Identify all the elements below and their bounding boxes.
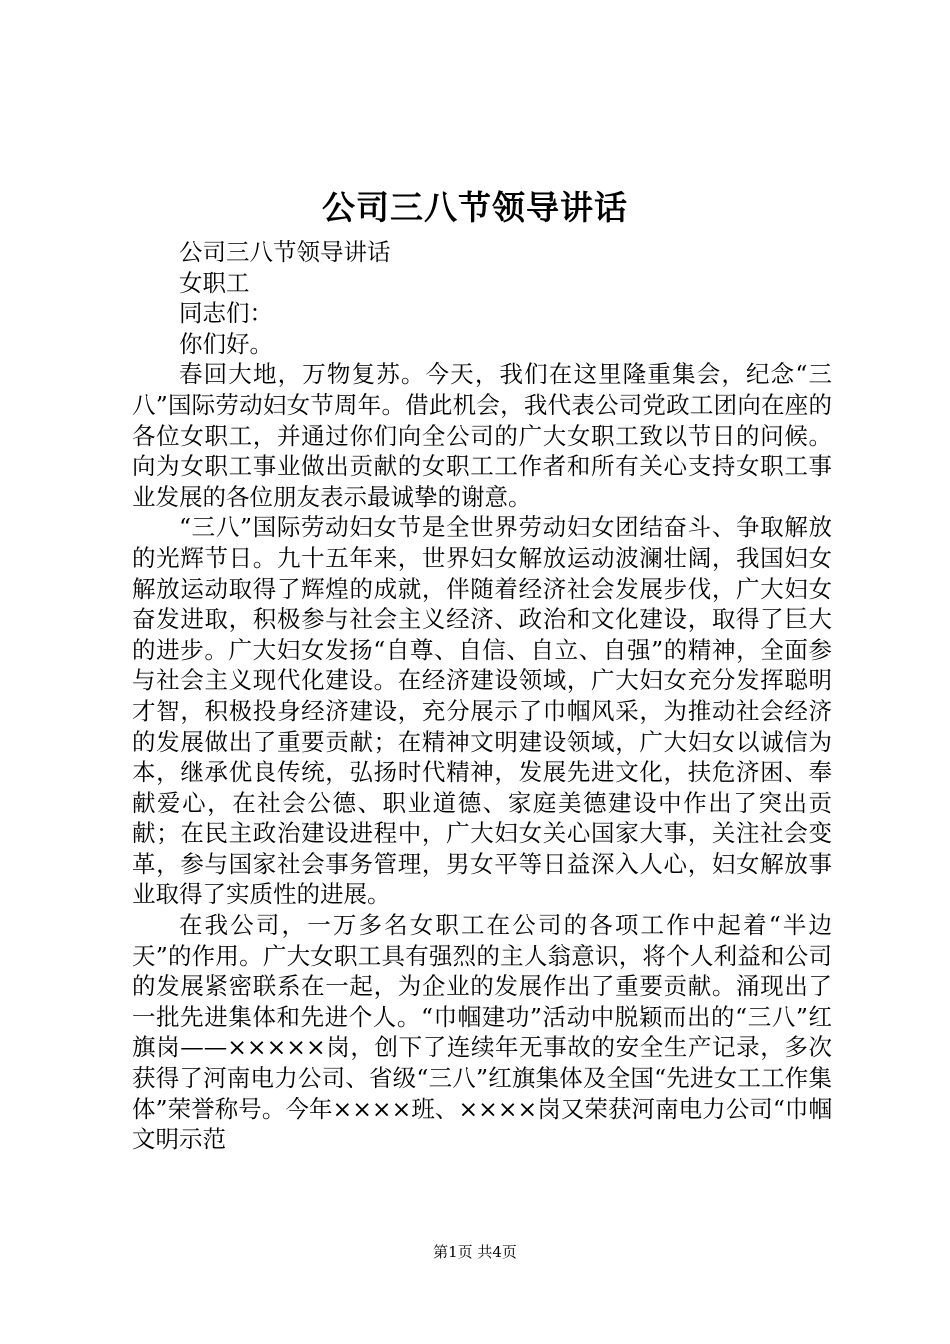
document-body <box>132 237 832 1155</box>
paragraph-company: 在我公司，一万多名女职工在公司的各项工作中起着“半边天”的作用。广大女职工具有强烈的主人翁意识，将个人利益和公司的发展紧密联系在一起，为企业的发展作出了重要贡献。涌现出了一批先进集体和先进个人。“巾帼建功”活动中脱颖而出的“三八”红旗岗——×××××岗，创下了连续年无事故的安全生产记录，多次获得了河南电力公司、省级“三八”红旗集体及全国“先进女工工作集体”荣誉称号。今年××××班、××××岗又荣获河南电力公司“巾帼文明示范 <box>132 911 832 1154</box>
document-title: 公司三八节领导讲话 <box>322 188 628 227</box>
page-footer: 第1页 共4页 <box>433 1243 517 1261</box>
paragraph-opening: 春回大地，万物复苏。今天，我们在这里隆重集会，纪念“三八”国际劳动妇女节周年。借此机会，我代表公司党政工团向在座的各位女职工，并通过你们向全公司的广大女职工致以节日的问候。向为女职工事业做出贡献的女职工工作者和所有关心支持女职工事业发展的各位朋友表示最诚挚的谢意。 <box>132 360 832 511</box>
paragraph-greeting: 同志们： <box>179 299 273 328</box>
paragraph-heading-repeat: 公司三八节领导讲话 <box>179 238 391 266</box>
paragraph-audience: 女职工 <box>179 268 250 297</box>
paragraph-hello: 你们好。 <box>179 329 273 358</box>
paragraph-womens-day: “三八”国际劳动妇女节是全世界劳动妇女团结奋斗、争取解放的光辉节日。九十五年来，世界妇女解放运动波澜壮阔，我国妇女解放运动取得了辉煌的成就，伴随着经济社会发展步伐，广大妇女奋发进取，积极参与社会主义经济、政治和文化建设，取得了巨大的进步。广大妇女发扬“自尊、自信、自立、自强”的精神，全面参与社会主义现代化建设。在经济建设领域，广大妇女充分发挥聪明才智，积极投身经济建设，充分展示了巾帼风采，为推动社会经济的发展做出了重要贡献；在精神文明建设领域，广大妇女以诚信为本，继承优良传统，弘扬时代精神，发展先进文化，扶危济困、奉献爱心，在社会公德、职业道德、家庭美德建设中作出了突出贡献；在民主政治建设进程中，广大妇女关心国家大事，关注社会变革，参与国家社会事务管理，男女平等日益深入人心，妇女解放事业取得了实质性的进展。 <box>132 513 832 909</box>
